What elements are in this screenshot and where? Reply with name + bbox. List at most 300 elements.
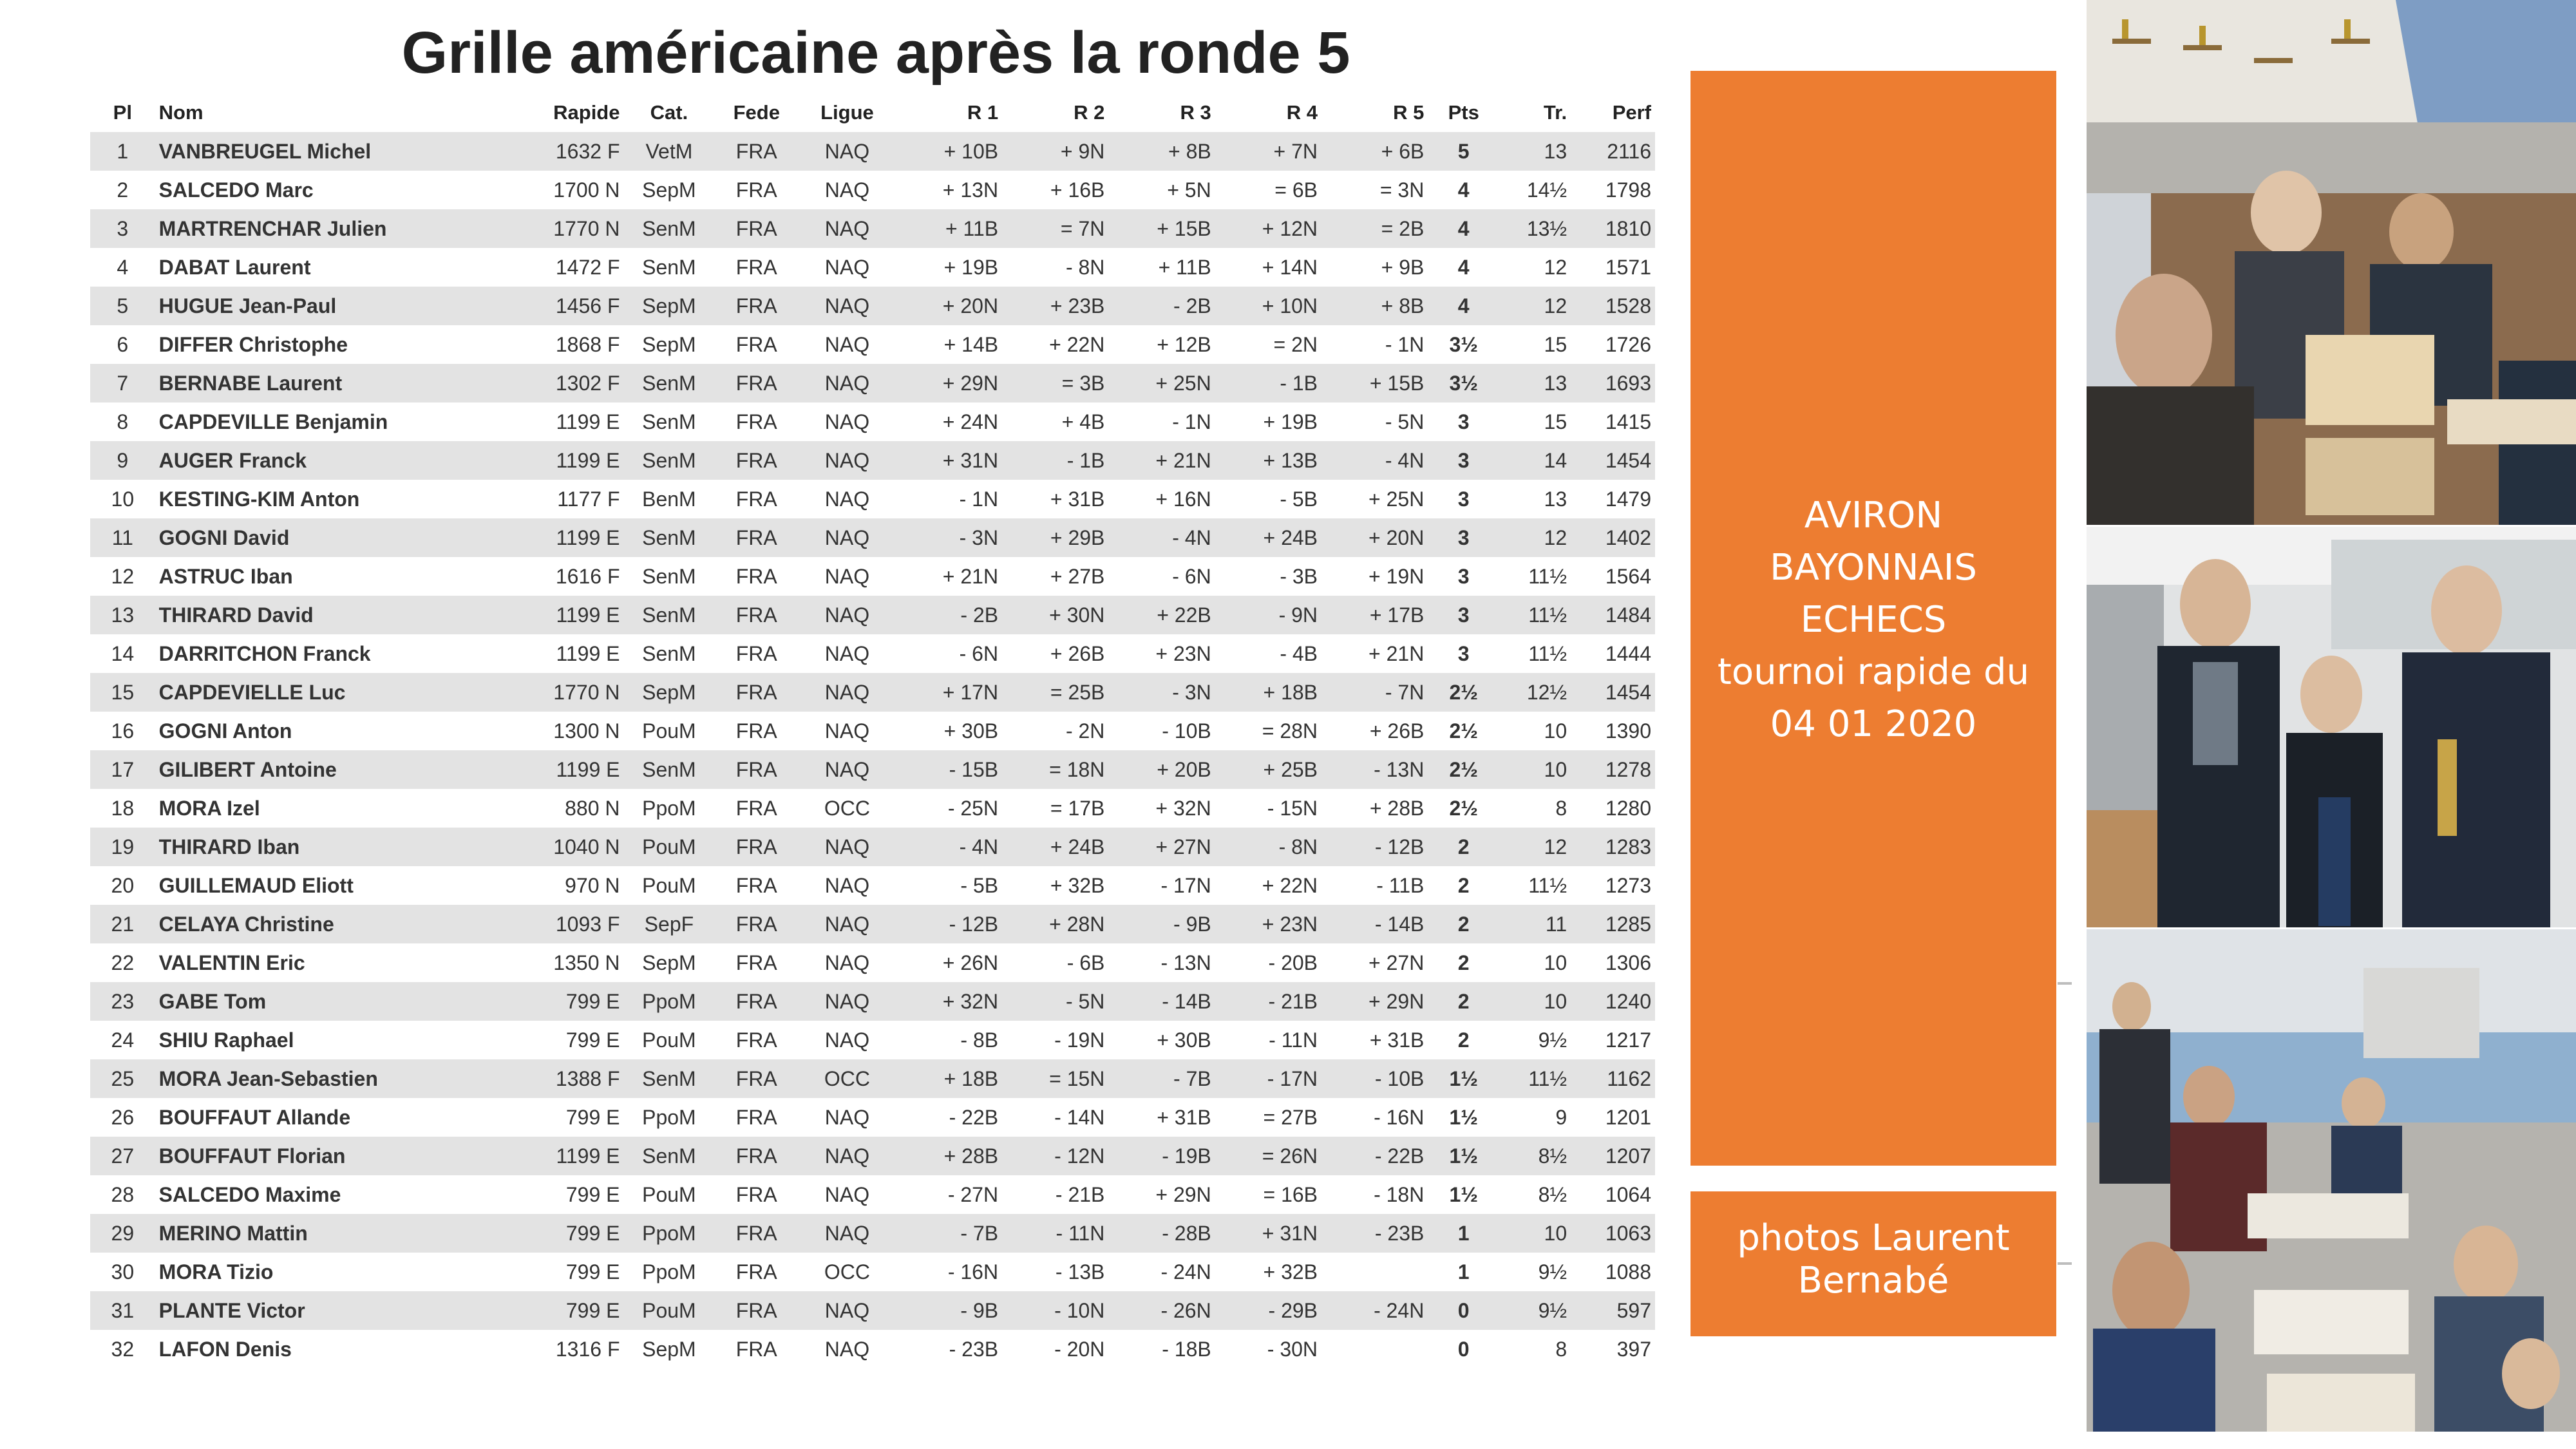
cell-name: GABE Tom <box>155 982 520 1021</box>
cell-league: NAQ <box>799 712 896 750</box>
cell-league: NAQ <box>799 634 896 673</box>
cell-round1: - 2B <box>896 596 1002 634</box>
cell-round4: - 8N <box>1215 828 1321 866</box>
table-header-row <box>90 93 1655 132</box>
cell-league: NAQ <box>799 673 896 712</box>
cell-round5: - 16N <box>1321 1098 1428 1137</box>
cell-rapid-rating: 1388 F <box>520 1059 624 1098</box>
cell-federation: FRA <box>714 1175 799 1214</box>
cell-name: GUILLEMAUD Eliott <box>155 866 520 905</box>
cell-round2: + 29B <box>1002 518 1108 557</box>
cell-round5: - 7N <box>1321 673 1428 712</box>
cell-round4: + 23N <box>1215 905 1321 943</box>
cell-rank: 13 <box>90 596 155 634</box>
column-header-round4: R 4 <box>1286 101 1318 124</box>
table-row <box>90 287 1655 325</box>
cell-performance: 1444 <box>1571 634 1655 673</box>
cell-round2: + 28N <box>1002 905 1108 943</box>
cell-rapid-rating: 1350 N <box>520 943 624 982</box>
cell-round1: - 8B <box>896 1021 1002 1059</box>
table-row <box>90 1291 1655 1330</box>
cell-rank: 26 <box>90 1098 155 1137</box>
cell-name: VALENTIN Eric <box>155 943 520 982</box>
cell-federation: FRA <box>714 325 799 364</box>
cell-performance: 1063 <box>1571 1214 1655 1253</box>
cell-points: 1½ <box>1428 1175 1499 1214</box>
cell-round2: + 27B <box>1002 557 1108 596</box>
cell-name: HUGUE Jean-Paul <box>155 287 520 325</box>
cell-name: GILIBERT Antoine <box>155 750 520 789</box>
cell-round2: + 4B <box>1002 402 1108 441</box>
cell-tiebreak: 9½ <box>1499 1021 1571 1059</box>
cell-rank: 9 <box>90 441 155 480</box>
cell-league: NAQ <box>799 1021 896 1059</box>
cell-round5: = 2B <box>1321 209 1428 248</box>
cell-rank: 29 <box>90 1214 155 1253</box>
cell-round2: - 13B <box>1002 1253 1108 1291</box>
cell-rapid-rating: 799 E <box>520 1253 624 1291</box>
cell-tiebreak: 10 <box>1499 943 1571 982</box>
cell-league: NAQ <box>799 982 896 1021</box>
cell-performance: 1283 <box>1571 828 1655 866</box>
cell-points: 2½ <box>1428 750 1499 789</box>
cell-rank: 7 <box>90 364 155 402</box>
cell-federation: FRA <box>714 364 799 402</box>
cell-league: NAQ <box>799 441 896 480</box>
cell-tiebreak: 9½ <box>1499 1253 1571 1291</box>
cell-round3: - 18B <box>1108 1330 1215 1368</box>
cell-rank: 12 <box>90 557 155 596</box>
cell-league: NAQ <box>799 1175 896 1214</box>
table-row <box>90 1330 1655 1368</box>
standings-table <box>90 93 1655 1368</box>
cell-round1: + 11B <box>896 209 1002 248</box>
cell-league: OCC <box>799 1059 896 1098</box>
cell-rank: 24 <box>90 1021 155 1059</box>
cell-round4: - 9N <box>1215 596 1321 634</box>
cell-round5: - 14B <box>1321 905 1428 943</box>
divider-line <box>2058 1262 2072 1265</box>
cell-name: LAFON Denis <box>155 1330 520 1368</box>
column-header-rank: Pl <box>113 101 132 124</box>
cell-rapid-rating: 799 E <box>520 1098 624 1137</box>
cell-points: 0 <box>1428 1291 1499 1330</box>
photo-credit-box <box>1690 1191 2056 1336</box>
table-row <box>90 248 1655 287</box>
cell-federation: FRA <box>714 1098 799 1137</box>
cell-federation: FRA <box>714 402 799 441</box>
cell-round1: + 31N <box>896 441 1002 480</box>
cell-round3: + 20B <box>1108 750 1215 789</box>
cell-round3: - 24N <box>1108 1253 1215 1291</box>
cell-points: 1 <box>1428 1253 1499 1291</box>
cell-points: 4 <box>1428 171 1499 209</box>
cell-round2: - 12N <box>1002 1137 1108 1175</box>
photo-trophy-winners <box>2087 527 2576 927</box>
cell-category: SepM <box>623 673 714 712</box>
cell-round2: - 1B <box>1002 441 1108 480</box>
table-row <box>90 866 1655 905</box>
cell-round3: - 26N <box>1108 1291 1215 1330</box>
cell-rank: 28 <box>90 1175 155 1214</box>
cell-league: NAQ <box>799 518 896 557</box>
cell-federation: FRA <box>714 132 799 171</box>
cell-performance: 1306 <box>1571 943 1655 982</box>
cell-rank: 18 <box>90 789 155 828</box>
cell-rank: 25 <box>90 1059 155 1098</box>
cell-tiebreak: 12 <box>1499 287 1571 325</box>
cell-category: PouM <box>623 1291 714 1330</box>
cell-federation: FRA <box>714 982 799 1021</box>
cell-league: NAQ <box>799 1098 896 1137</box>
cell-round4: = 26N <box>1215 1137 1321 1175</box>
cell-points: 3 <box>1428 557 1499 596</box>
cell-rank: 32 <box>90 1330 155 1368</box>
column-header-tiebreak: Tr. <box>1543 101 1567 124</box>
cell-name: DARRITCHON Franck <box>155 634 520 673</box>
photo-credit-line: Bernabé <box>1797 1260 1949 1302</box>
photo-chess-players-1 <box>2087 0 2576 525</box>
cell-round1: - 6N <box>896 634 1002 673</box>
cell-round5: = 3N <box>1321 171 1428 209</box>
cell-round1: + 30B <box>896 712 1002 750</box>
cell-rank: 23 <box>90 982 155 1021</box>
cell-points: 2 <box>1428 1021 1499 1059</box>
cell-round5: - 5N <box>1321 402 1428 441</box>
cell-federation: FRA <box>714 1137 799 1175</box>
cell-federation: FRA <box>714 789 799 828</box>
cell-round1: + 26N <box>896 943 1002 982</box>
cell-round2: = 7N <box>1002 209 1108 248</box>
cell-round5: + 29N <box>1321 982 1428 1021</box>
cell-round1: + 19B <box>896 248 1002 287</box>
cell-name: BOUFFAUT Florian <box>155 1137 520 1175</box>
table-row <box>90 518 1655 557</box>
cell-tiebreak: 12 <box>1499 248 1571 287</box>
table-row <box>90 828 1655 866</box>
table-body <box>90 132 1655 1368</box>
cell-category: SenM <box>623 1059 714 1098</box>
cell-name: ASTRUC Iban <box>155 557 520 596</box>
cell-tiebreak: 12 <box>1499 828 1571 866</box>
cell-points: 4 <box>1428 209 1499 248</box>
cell-round5: + 31B <box>1321 1021 1428 1059</box>
cell-federation: FRA <box>714 287 799 325</box>
cell-round2: + 24B <box>1002 828 1108 866</box>
photo-chess-players-2 <box>2087 929 2576 1432</box>
cell-tiebreak: 10 <box>1499 750 1571 789</box>
cell-round3: + 5N <box>1108 171 1215 209</box>
table-row <box>90 1021 1655 1059</box>
cell-round1: - 22B <box>896 1098 1002 1137</box>
cell-round1: - 9B <box>896 1291 1002 1330</box>
cell-federation: FRA <box>714 1253 799 1291</box>
cell-round3: + 27N <box>1108 828 1215 866</box>
cell-performance: 597 <box>1571 1291 1655 1330</box>
cell-round1: - 4N <box>896 828 1002 866</box>
cell-federation: FRA <box>714 480 799 518</box>
cell-rapid-rating: 1616 F <box>520 557 624 596</box>
cell-tiebreak: 10 <box>1499 1214 1571 1253</box>
cell-round3: + 22B <box>1108 596 1215 634</box>
cell-name: VANBREUGEL Michel <box>155 132 520 171</box>
cell-league: NAQ <box>799 828 896 866</box>
event-title-line: AVIRON <box>1804 495 1943 536</box>
cell-round1: - 5B <box>896 866 1002 905</box>
cell-round4: - 3B <box>1215 557 1321 596</box>
cell-round5: + 20N <box>1321 518 1428 557</box>
cell-round2: + 32B <box>1002 866 1108 905</box>
cell-performance: 1528 <box>1571 287 1655 325</box>
cell-category: SenM <box>623 402 714 441</box>
cell-round2: = 17B <box>1002 789 1108 828</box>
cell-name: GOGNI Anton <box>155 712 520 750</box>
cell-federation: FRA <box>714 905 799 943</box>
cell-federation: FRA <box>714 209 799 248</box>
cell-round3: - 10B <box>1108 712 1215 750</box>
cell-name: CELAYA Christine <box>155 905 520 943</box>
column-header-category: Cat. <box>650 101 688 124</box>
cell-name: BERNABE Laurent <box>155 364 520 402</box>
cell-round4: - 1B <box>1215 364 1321 402</box>
cell-points: 2 <box>1428 905 1499 943</box>
cell-round1: + 10B <box>896 132 1002 171</box>
cell-round1: - 16N <box>896 1253 1002 1291</box>
cell-round4: - 15N <box>1215 789 1321 828</box>
cell-round4: + 24B <box>1215 518 1321 557</box>
event-title-line: BAYONNAIS <box>1770 547 1977 589</box>
cell-rank: 16 <box>90 712 155 750</box>
cell-round5: - 12B <box>1321 828 1428 866</box>
cell-league: NAQ <box>799 1291 896 1330</box>
cell-round4: + 14N <box>1215 248 1321 287</box>
cell-rapid-rating: 799 E <box>520 1175 624 1214</box>
cell-tiebreak: 15 <box>1499 402 1571 441</box>
cell-round5: + 8B <box>1321 287 1428 325</box>
cell-category: SenM <box>623 596 714 634</box>
cell-category: PouM <box>623 866 714 905</box>
cell-round5: + 19N <box>1321 557 1428 596</box>
cell-round3: - 9B <box>1108 905 1215 943</box>
cell-performance: 1217 <box>1571 1021 1655 1059</box>
cell-rapid-rating: 1770 N <box>520 209 624 248</box>
cell-category: SenM <box>623 518 714 557</box>
cell-points: 0 <box>1428 1330 1499 1368</box>
cell-performance: 1726 <box>1571 325 1655 364</box>
cell-round3: + 11B <box>1108 248 1215 287</box>
cell-round3: - 7B <box>1108 1059 1215 1098</box>
cell-rapid-rating: 1868 F <box>520 325 624 364</box>
cell-federation: FRA <box>714 828 799 866</box>
cell-category: SepM <box>623 171 714 209</box>
cell-round2: = 18N <box>1002 750 1108 789</box>
cell-tiebreak: 11½ <box>1499 866 1571 905</box>
divider-line <box>2058 982 2072 985</box>
cell-category: SenM <box>623 441 714 480</box>
cell-name: AUGER Franck <box>155 441 520 480</box>
event-title-line: 04 01 2020 <box>1770 703 1977 745</box>
cell-federation: FRA <box>714 1059 799 1098</box>
cell-tiebreak: 11½ <box>1499 596 1571 634</box>
cell-tiebreak: 8 <box>1499 1330 1571 1368</box>
cell-round5 <box>1321 1253 1428 1291</box>
cell-rank: 8 <box>90 402 155 441</box>
cell-performance: 1571 <box>1571 248 1655 287</box>
cell-round3: + 31B <box>1108 1098 1215 1137</box>
cell-points: 3 <box>1428 480 1499 518</box>
cell-rapid-rating: 799 E <box>520 982 624 1021</box>
cell-rank: 4 <box>90 248 155 287</box>
cell-round2: = 25B <box>1002 673 1108 712</box>
cell-points: 4 <box>1428 287 1499 325</box>
cell-round5: - 1N <box>1321 325 1428 364</box>
cell-rapid-rating: 799 E <box>520 1214 624 1253</box>
cell-tiebreak: 12 <box>1499 518 1571 557</box>
cell-category: VetM <box>623 132 714 171</box>
cell-tiebreak: 12½ <box>1499 673 1571 712</box>
cell-rapid-rating: 1456 F <box>520 287 624 325</box>
cell-round5: + 28B <box>1321 789 1428 828</box>
cell-rapid-rating: 1199 E <box>520 441 624 480</box>
cell-name: CAPDEVIELLE Luc <box>155 673 520 712</box>
table-row <box>90 982 1655 1021</box>
table-row <box>90 905 1655 943</box>
cell-category: PouM <box>623 1021 714 1059</box>
cell-round3: - 1N <box>1108 402 1215 441</box>
cell-tiebreak: 8½ <box>1499 1175 1571 1214</box>
column-header-round3: R 3 <box>1180 101 1211 124</box>
cell-category: SenM <box>623 364 714 402</box>
cell-name: THIRARD Iban <box>155 828 520 866</box>
cell-name: PLANTE Victor <box>155 1291 520 1330</box>
column-header-performance: Perf <box>1612 101 1651 124</box>
table-row <box>90 1059 1655 1098</box>
cell-round1: - 7B <box>896 1214 1002 1253</box>
cell-category: SepM <box>623 325 714 364</box>
cell-rank: 1 <box>90 132 155 171</box>
cell-category: PpoM <box>623 1253 714 1291</box>
cell-performance: 1484 <box>1571 596 1655 634</box>
cell-round2: - 11N <box>1002 1214 1108 1253</box>
cell-round4: - 17N <box>1215 1059 1321 1098</box>
table-row <box>90 1214 1655 1253</box>
cell-round4: + 10N <box>1215 287 1321 325</box>
cell-federation: FRA <box>714 171 799 209</box>
cell-round1: - 27N <box>896 1175 1002 1214</box>
cell-round5: - 23B <box>1321 1214 1428 1253</box>
cell-tiebreak: 11 <box>1499 905 1571 943</box>
cell-rank: 19 <box>90 828 155 866</box>
cell-league: NAQ <box>799 1137 896 1175</box>
cell-category: SenM <box>623 634 714 673</box>
cell-rank: 20 <box>90 866 155 905</box>
cell-federation: FRA <box>714 634 799 673</box>
cell-round2: - 21B <box>1002 1175 1108 1214</box>
cell-points: 3½ <box>1428 325 1499 364</box>
cell-rapid-rating: 1316 F <box>520 1330 624 1368</box>
cell-round1: + 18B <box>896 1059 1002 1098</box>
cell-rapid-rating: 1199 E <box>520 634 624 673</box>
cell-name: MORA Izel <box>155 789 520 828</box>
cell-rapid-rating: 880 N <box>520 789 624 828</box>
cell-round1: + 13N <box>896 171 1002 209</box>
cell-name: MERINO Mattin <box>155 1214 520 1253</box>
cell-category: PpoM <box>623 1098 714 1137</box>
cell-round3: - 13N <box>1108 943 1215 982</box>
cell-tiebreak: 13 <box>1499 132 1571 171</box>
cell-round5: - 24N <box>1321 1291 1428 1330</box>
cell-name: SALCEDO Marc <box>155 171 520 209</box>
cell-federation: FRA <box>714 673 799 712</box>
cell-round4: + 7N <box>1215 132 1321 171</box>
cell-rapid-rating: 1177 F <box>520 480 624 518</box>
cell-rank: 5 <box>90 287 155 325</box>
cell-round2: - 19N <box>1002 1021 1108 1059</box>
cell-round5: + 9B <box>1321 248 1428 287</box>
cell-performance: 1280 <box>1571 789 1655 828</box>
cell-rank: 30 <box>90 1253 155 1291</box>
cell-round5: + 15B <box>1321 364 1428 402</box>
table-row <box>90 1098 1655 1137</box>
cell-round4: - 20B <box>1215 943 1321 982</box>
cell-performance: 1415 <box>1571 402 1655 441</box>
cell-round2: + 26B <box>1002 634 1108 673</box>
cell-round5: + 6B <box>1321 132 1428 171</box>
cell-round2: + 23B <box>1002 287 1108 325</box>
cell-round5: - 18N <box>1321 1175 1428 1214</box>
cell-category: SenM <box>623 209 714 248</box>
cell-round4: + 18B <box>1215 673 1321 712</box>
cell-round5: - 11B <box>1321 866 1428 905</box>
cell-name: MORA Jean-Sebastien <box>155 1059 520 1098</box>
cell-round4: - 21B <box>1215 982 1321 1021</box>
cell-rank: 22 <box>90 943 155 982</box>
cell-round1: - 12B <box>896 905 1002 943</box>
cell-round2: + 30N <box>1002 596 1108 634</box>
cell-performance: 1201 <box>1571 1098 1655 1137</box>
cell-tiebreak: 11½ <box>1499 634 1571 673</box>
cell-round3: - 19B <box>1108 1137 1215 1175</box>
cell-federation: FRA <box>714 518 799 557</box>
cell-round4: = 28N <box>1215 712 1321 750</box>
cell-name: BOUFFAUT Allande <box>155 1098 520 1137</box>
cell-rapid-rating: 1472 F <box>520 248 624 287</box>
column-header-rapid-rating: Rapide <box>553 101 620 124</box>
cell-performance: 1693 <box>1571 364 1655 402</box>
column-header-round2: R 2 <box>1074 101 1105 124</box>
cell-performance: 1278 <box>1571 750 1655 789</box>
column-header-points: Pts <box>1448 101 1479 124</box>
cell-round2: - 14N <box>1002 1098 1108 1137</box>
cell-round4: + 25B <box>1215 750 1321 789</box>
cell-performance: 397 <box>1571 1330 1655 1368</box>
cell-round1: + 14B <box>896 325 1002 364</box>
cell-rapid-rating: 1770 N <box>520 673 624 712</box>
table-row <box>90 480 1655 518</box>
cell-round5: + 17B <box>1321 596 1428 634</box>
cell-round3: + 25N <box>1108 364 1215 402</box>
cell-round2: = 15N <box>1002 1059 1108 1098</box>
cell-league: NAQ <box>799 171 896 209</box>
cell-points: 2 <box>1428 828 1499 866</box>
cell-federation: FRA <box>714 866 799 905</box>
cell-round1: + 29N <box>896 364 1002 402</box>
cell-category: PouM <box>623 1175 714 1214</box>
column-header-round5: R 5 <box>1393 101 1425 124</box>
cell-round1: - 1N <box>896 480 1002 518</box>
table-row <box>90 1175 1655 1214</box>
event-title-line: ECHECS <box>1800 599 1947 641</box>
